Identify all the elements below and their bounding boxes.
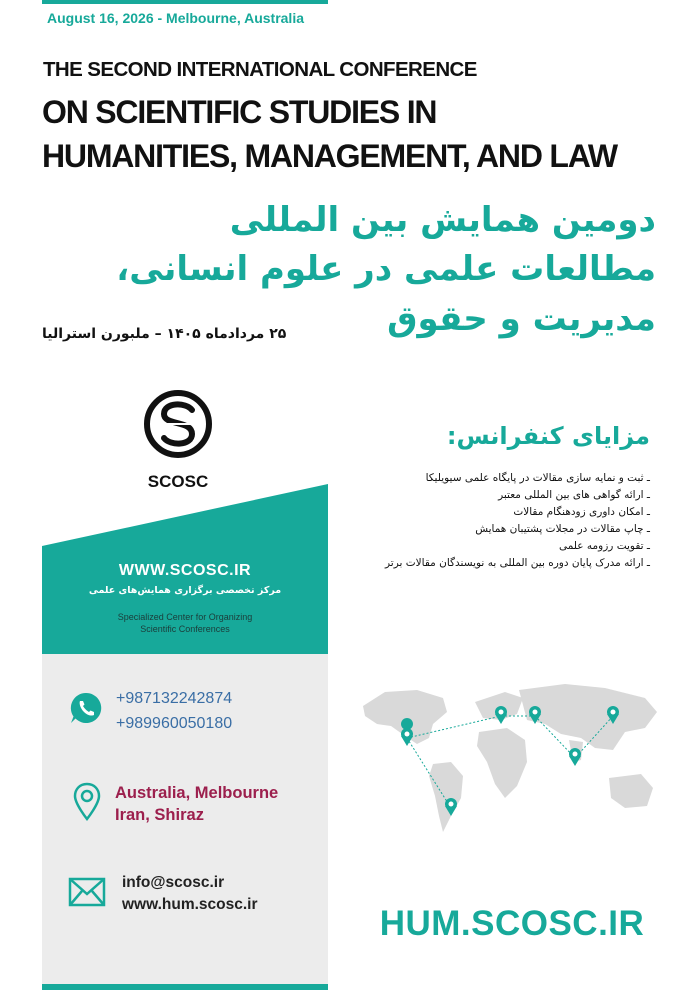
email-link[interactable]: info@scosc.ir (122, 874, 225, 891)
phone-number-1[interactable]: +987132242874 (116, 690, 233, 707)
address-1: Australia, Melbourne (115, 784, 279, 802)
conference-title-persian (16, 196, 656, 344)
email-and-site (122, 872, 258, 916)
world-map (355, 676, 667, 856)
location-pin-icon (72, 782, 102, 822)
address-2: Iran, Shiraz (115, 806, 204, 824)
addresses (115, 782, 278, 826)
mail-icon (68, 877, 106, 907)
benefit-item: ـ ارائه مدرک پایان دوره بین المللی به نویسندگان مقالات برتر (385, 557, 650, 569)
bottom-accent-bar (42, 984, 328, 990)
persian-title-line2: مطالعات علمی در علوم انسانی، مدیریت و حقوق (116, 249, 656, 339)
benefits-list (320, 470, 650, 572)
benefits-title: مزایای کنفرانس: (446, 422, 650, 450)
organizer-name-persian: مرکز تخصصی برگزاری همایش‌های علمی (88, 585, 282, 596)
logo-text: SCOSC (147, 472, 209, 491)
benefit-item: ـ ارائه گواهی های بین المللی معتبر (498, 489, 650, 501)
conference-title-line2: ON SCIENTIFIC STUDIES IN (42, 94, 437, 130)
top-accent-bar (42, 0, 328, 4)
phone-number-2[interactable]: +989960050180 (116, 715, 233, 732)
event-date-persian: ۲۵ مردادماه ۱۴۰۵ – ملبورن استرالیا (42, 326, 287, 342)
phone-numbers (116, 686, 232, 736)
benefit-item: ـ امکان داوری زودهنگام مقالات (513, 506, 650, 518)
conference-title-line3: HUMANITIES, MANAGEMENT, AND LAW (42, 138, 617, 174)
conference-title-line1: THE SECOND INTERNATIONAL CONFERENCE (43, 58, 477, 81)
organizer-name-english-line2: Scientific Conferences (140, 624, 230, 634)
benefit-item: ـ ثبت و نمایه سازی مقالات در پایگاه علمی سیویلیکا (425, 472, 650, 484)
benefit-item: ـ تقویت رزومه علمی (558, 540, 650, 552)
organizer-name-english-line1: Specialized Center for Organizing (117, 612, 253, 622)
footer-url[interactable]: HUM.SCOSC.IR (379, 904, 645, 943)
persian-title-line1: دومین همایش بین المللی (229, 200, 656, 240)
site-link[interactable]: www.hum.scosc.ir (122, 896, 258, 913)
organizer-name-english (42, 611, 328, 635)
event-date-english: August 16, 2026 - Melbourne, Australia (47, 10, 304, 26)
benefit-item: ـ چاپ مقالات در مجلات پشتیبان همایش (475, 523, 650, 535)
organizer-website[interactable]: WWW.SCOSC.IR (118, 562, 252, 579)
whatsapp-icon (68, 690, 104, 726)
scosc-logo-icon (142, 388, 214, 460)
conference-title-main (42, 90, 617, 178)
